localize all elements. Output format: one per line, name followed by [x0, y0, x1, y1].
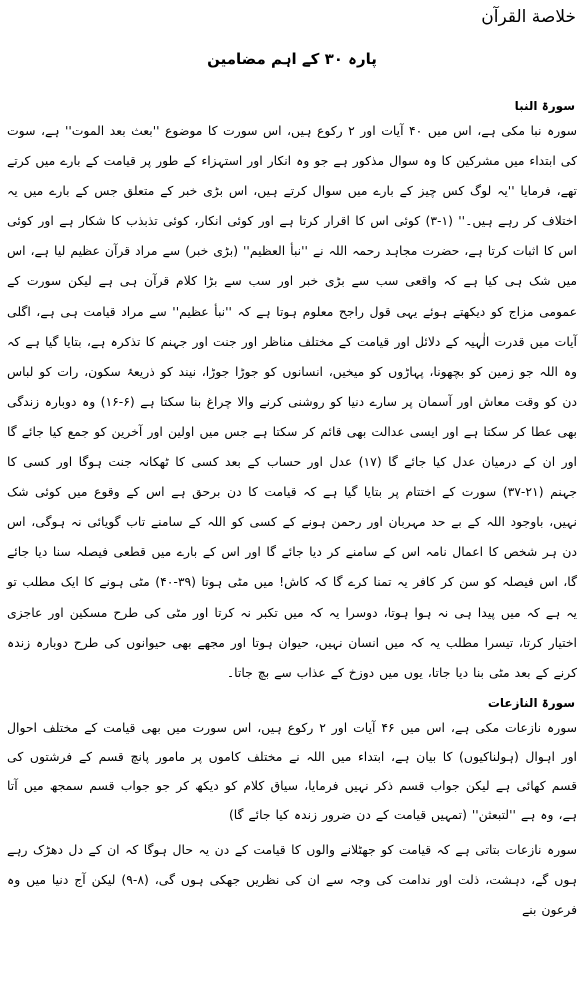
- section-paragraph-naziat-1: سورہ نازعات مکی ہے، اس میں ۴۶ آیات اور ۲ رکوع ہیں، اس سورت میں بھی قیامت کے مختلف احوال اور اہوال (ہولناکیوں) کا بیان ہے، ابتداء میں اللہ نے مختلف کاموں پر مامور پانچ قسم کے فرشتوں کی قسم کھائی ہے لیکن جواب قسم ذکر نہیں فرمایا، سیاق کلام کو دیکھ کر جو جواب قسم سمجھ میں آتا ہے، وہ ہے ''لتبعثن'' (تمہیں قیامت کے دن ضرور زندہ کیا جائے گا): [7, 719, 577, 822]
- section-title-naba: سورۃ النبا: [514, 99, 575, 113]
- running-header-title: خلاصة القرآن: [481, 7, 576, 27]
- section-title-naziat: سورۃ النازعات: [487, 695, 575, 710]
- section-paragraph-naziat-2: سورہ نازعات بتاتی ہے کہ قیامت کو جھٹلانے والوں کا قیامت کے دن یہ حال ہوگا کہ ان کے دل دھڑک رہے ہوں گے، دہشت، ذلت اور ندامت کی وجہ سے ان کی نظریں جھکی ہوں گی، (۸-۹) لیکن آج دنیا میں وہ فرعون بنے: [7, 841, 578, 917]
- page-title: پارہ ۳۰ کے اہم مضامین: [207, 50, 377, 68]
- section-paragraph-naba: سورہ نبا مکی ہے، اس میں ۴۰ آیات اور ۲ رکوع ہیں، اس سورت کا موضوع ''بعث بعد الموت'' ہے، سوت کی ابتداء میں مشرکین کا وہ سوال مذکور ہے جو وہ انکار اور استہزاء کے طور پر قیامت کے بارے میں کرتے تھے، فرمایا ''یہ لوگ کس چیز کے بارے میں سوال کرتے ہیں، اس بڑی خبر کے متعلق جس کے بارے میں یہ اختلاف کر رہے ہیں۔'' (۱-۳) کوئی اس کا اقرار کرتا ہے اور کوئی انکار، کوئی تذبذب کا شکار ہے اور کوئی اس کا اثبات کرتا ہے، حضرت مجاہد رحمہ اللہ نے ''نبأ العظیم'' (بڑی خبر) سے مراد قرآن عظیم لیا ہے، اس میں شک ہی کیا ہے کہ واقعی سب سے بڑی خبر اور سب سے بڑا کلام قرآن ہی ہے لیکن سورت کے عمومی مزاج کو دیکھتے ہوئے یہی قول راجح معلوم ہوتا ہے کہ ''نبأ عظیم'' سے مراد قیامت ہی ہے، اگلی آیات میں قدرت الٰہیہ کے دلائل اور قیامت کے مختلف مناظر اور جنت اور جہنم کا تذکرہ ہے، بتایا گیا ہے کہ وہ اللہ جو زمین کو بچھونا، پہاڑوں کو میخیں، انسانوں کو جوڑا جوڑا، نیند کو ذریعۂ سکون، رات کو لباس دن کو وقت معاش اور آسمان پر سارے دنیا کو روشنی کرنے والا چراغ بنا سکتا ہے (۶-۱۶) وہ دوبارہ زندگی بھی عطا کر سکتا ہے اور ایسی عدالت بھی قائم کر سکتا ہے جس میں اولین اور آخرین کو جمع کیا جائے گا اور ان کے درمیان عدل کیا جائے گا (۱۷) عدل اور حساب کے بعد کسی کا ٹھکانہ جنت ہوگا اور کسی کا جہنم (۲۱-۳۷) سورت کے اختتام پر بتایا گیا ہے کہ قیامت کا دن برحق ہے اس کے وقوع میں کوئی شک نہیں، باوجود اللہ کے بے حد مہربان اور رحمن ہونے کے کسی کو اللہ کے سامنے تاب گویائی نہ ہوگی، اس دن ہر شخص کا اعمال نامہ اس کے سامنے کر دیا جائے گا اور اس کے بارے میں قطعی فیصلہ سنا دیا جائے گا، اس فیصلہ کو سن کر کافر یہ تمنا کرے گا کہ کاش! میں مٹی ہوتا (۳۹-۴۰) مٹی ہونے کا ایک مطلب تو یہ ہے کہ میں پیدا ہی نہ ہوا ہوتا، دوسرا یہ کہ میں تکبر نہ کرتا اور مٹی کی طرح مسکین اور عاجزی اختیار کرتا، تیسرا مطلب یہ کہ میں انسان نہیں، حیوان ہوتا اور مجھے بھی حیوانوں کی طرح دوبارہ زندہ کرنے کے بعد مٹی بنا دیا جاتا، یوں میں دوزخ کے عذاب سے بچ جاتا۔: [7, 123, 578, 680]
